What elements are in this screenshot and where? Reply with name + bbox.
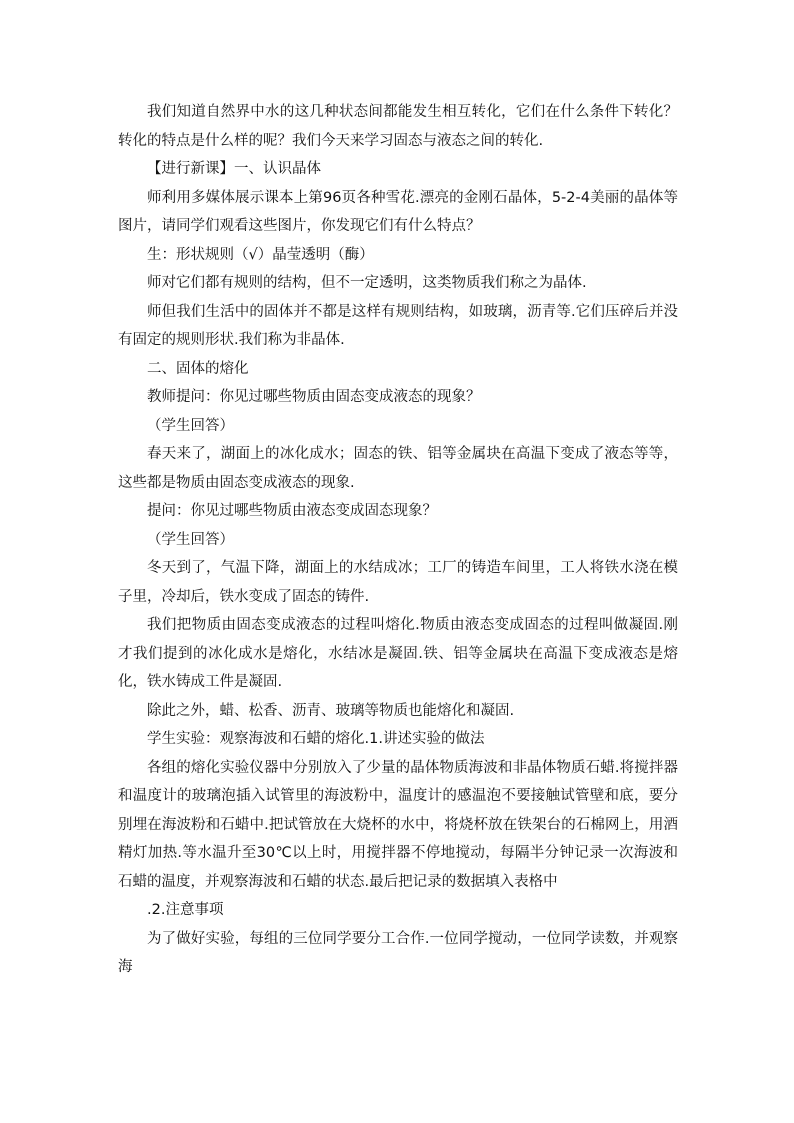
- paragraph-winter-example: 冬天到了，气温下降，湖面上的水结成冰；工厂的铸造车间里，工人将铁水浇在模子里，冷却后，铁水变成了固态的铸件.: [118, 560, 678, 605]
- paragraph-question-melting: 教师提问：你见过哪些物质由固态变成液态的现象？: [147, 389, 481, 405]
- paragraph-experiment-procedure: 各组的熔化实验仪器中分别放入了少量的晶体物质海波和非晶体物质石蜡.将搅拌器和温度计的玻璃泡插入试管里的海波粉中，温度计的感温泡不要接触试管壁和底，要分别埋在海波粉和石蜡中.把试管放在大烧杯的水中，将烧杯放在铁架台的石棉网上，用酒精灯加热.等水温升至30℃以上时，用搅拌器不停地搅动，每隔半分钟记录一次海波和石蜡的温度，并观察海波和石蜡的状态.最后把记录的数据填入表格中: [118, 759, 678, 890]
- paragraph-other-substances: 除此之外，蜡、松香、沥青、玻璃等物质也能熔化和凝固.: [147, 702, 515, 719]
- paragraph-student-answer-1: （学生回答）: [147, 417, 234, 434]
- paragraph-student-answer-2: （学生回答）: [147, 531, 234, 548]
- paragraph-non-crystal: 师但我们生活中的固体并不都是这样有规则结构，如玻璃，沥青等.它们压碎后并没有固定的规则形状.我们称为非晶体.: [118, 303, 678, 348]
- paragraph-question-solidify: 提问：你见过哪些物质由液态变成固态现象？: [147, 503, 437, 519]
- paragraph-teamwork: 为了做好实验，每组的三位同学要分工合作.一位同学搅动，一位同学读数，并观察海: [118, 930, 678, 975]
- paragraph-notes-heading: .2.注意事项: [147, 902, 224, 918]
- paragraph-spring-example: 春天来了，湖面上的冰化成水；固态的铁、铝等金属块在高温下变成了液态等等，这些都是物质由固态变成液态的现象.: [118, 446, 678, 491]
- paragraph-student-answer: 生：形状规则（√）晶莹透明（酶）: [147, 246, 374, 263]
- document-body: [118, 98, 678, 982]
- section-heading-melting: 二、固体的熔化: [147, 360, 249, 377]
- paragraph-definition-melting: 我们把物质由固态变成液态的过程叫熔化.物质由液态变成固态的过程叫做凝固.刚才我们提到的冰化成水是熔化，水结冰是凝固.铁、铝等金属块在高温下变成液态是熔化，铁水铸成工件是凝固.: [118, 617, 678, 690]
- paragraph-student-experiment: 学生实验：观察海波和石蜡的熔化.1.讲述实验的做法: [147, 731, 485, 747]
- paragraph-intro: 我们知道自然界中水的这几种状态间都能发生相互转化，它们在什么条件下转化？转化的特点是什么样的呢？我们今天来学习固态与液态之间的转化.: [118, 104, 678, 149]
- paragraph-teacher-show: 师利用多媒体展示课本上第96页各种雪花.漂亮的金刚石晶体，5-2-4美丽的晶体等图片，请同学们观看这些图片，你发现它们有什么特点？: [118, 189, 678, 234]
- section-heading-crystal: 【进行新课】一、认识晶体: [147, 161, 321, 177]
- paragraph-crystal-definition: 师对它们都有规则的结构，但不一定透明，这类物质我们称之为晶体.: [147, 275, 587, 291]
